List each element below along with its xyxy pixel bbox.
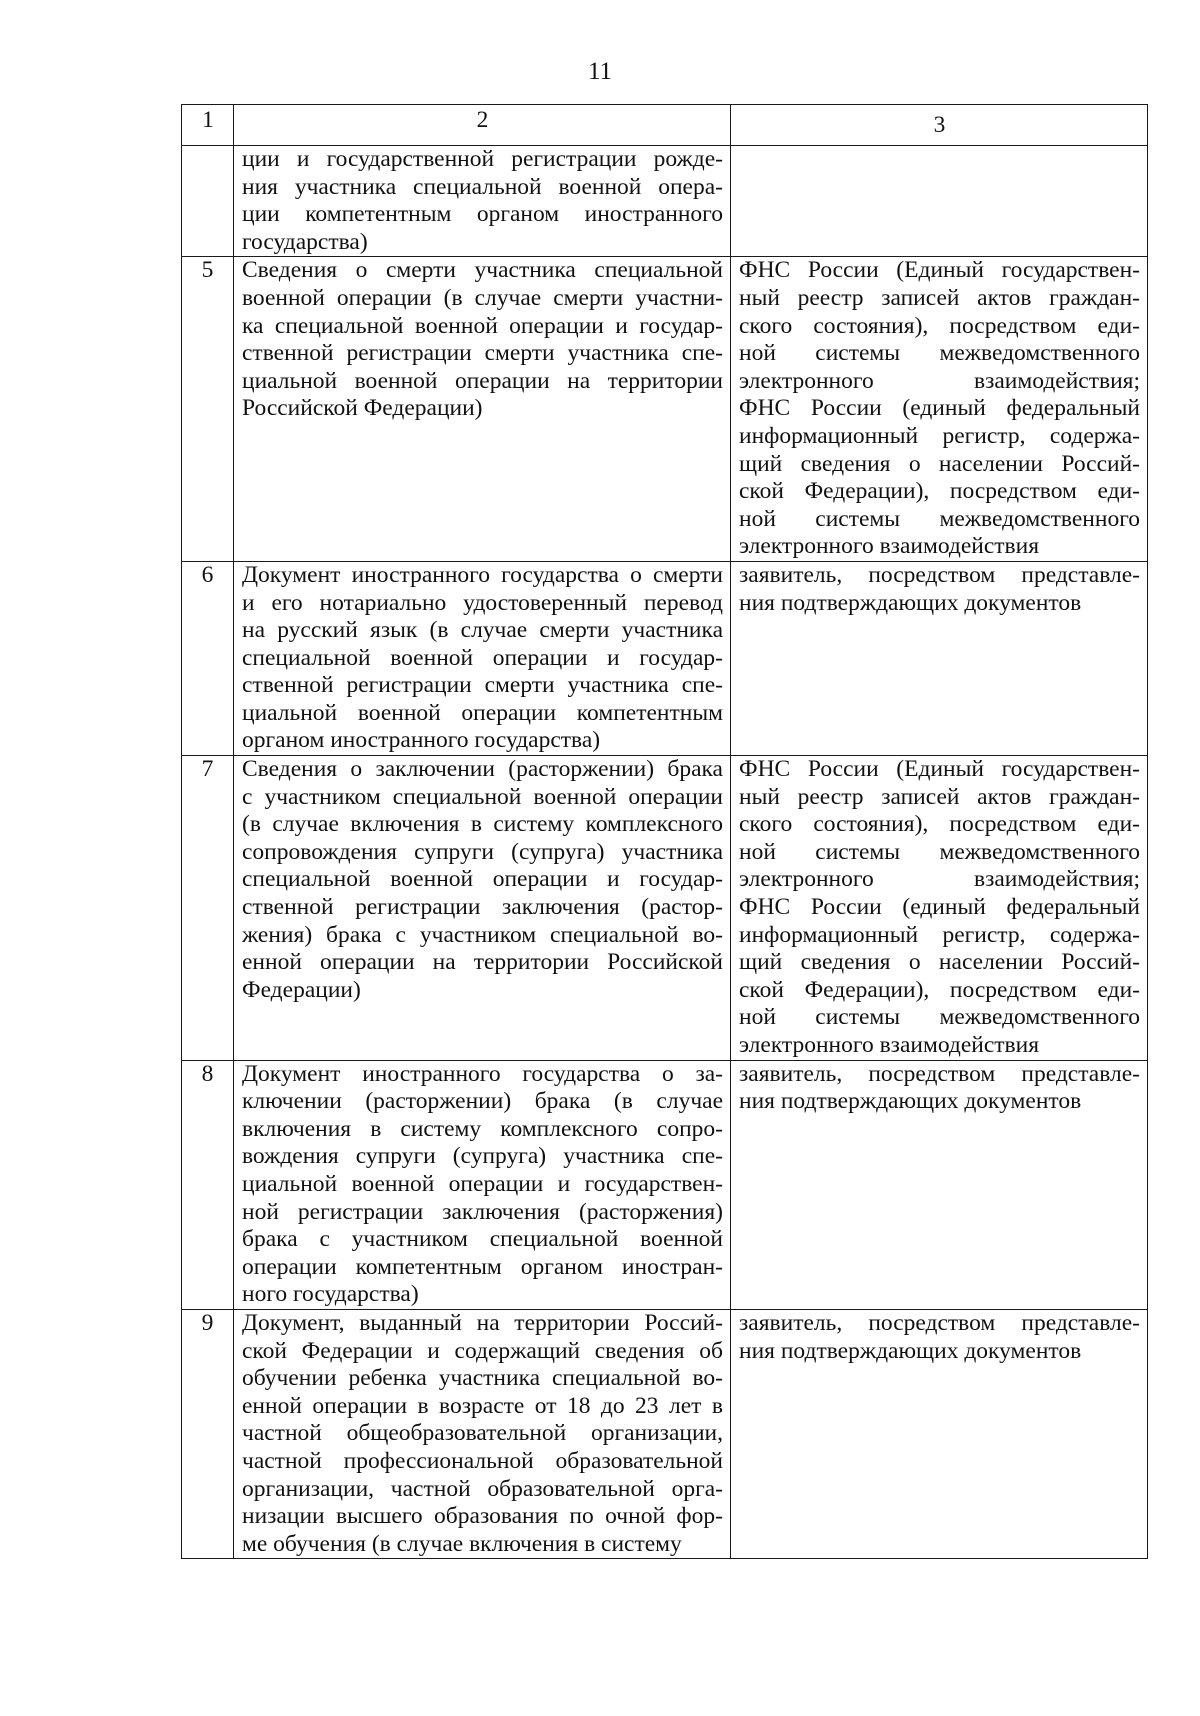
text-line: информационный регистр, содержа-	[739, 921, 1140, 948]
text-line: с участником специальной военной операции	[242, 783, 723, 810]
text-line: организации, частной образовательной орга-	[242, 1475, 723, 1502]
text-line: электронного взаимодействия	[739, 1032, 1040, 1058]
row-number: 5	[182, 257, 234, 562]
text-line: Документ иностранного государства о смерти	[242, 561, 723, 588]
text-line: сопровождения супруги (супруга) участника	[242, 838, 723, 865]
text-line: и его нотариально удостоверенный перевод	[242, 589, 723, 616]
text-line: заявитель, посредством представле-	[739, 561, 1140, 588]
text-line: ской Федерации), посредством еди-	[739, 478, 1140, 505]
text-line: ственной регистрации смерти участника спе-	[242, 340, 723, 367]
text-line: щий сведения о населении Россий-	[739, 450, 1140, 477]
text-line: ной системы межведомственного	[739, 1004, 1140, 1031]
text-line: ния участника специальной военной опера-	[242, 173, 723, 200]
table-row	[182, 257, 1148, 562]
text-line: обучении ребенка участника специальной во-	[242, 1365, 723, 1392]
text-line: военной операции (в случае смерти участни-	[242, 284, 723, 311]
text-line: ной системы межведомственного	[739, 340, 1140, 367]
source-cell	[731, 257, 1148, 562]
text-line: ключении (расторжении) брака (в случае	[242, 1088, 723, 1115]
table-row	[182, 1309, 1148, 1558]
row-number: 9	[182, 1309, 234, 1558]
text-line: ФНС России (единый федеральный	[739, 894, 1140, 921]
text-line: включения в систему комплексного сопро-	[242, 1115, 723, 1142]
page-number: 11	[587, 58, 613, 85]
text-line: ной системы межведомственного	[739, 838, 1140, 865]
text-line: специальной военной операции и государ-	[242, 866, 723, 893]
text-line: ной системы межведомственного	[739, 505, 1140, 532]
text-line: ного государства)	[242, 1281, 419, 1308]
text-line: енной операции на территории Российской	[242, 949, 723, 976]
source-cell	[731, 561, 1148, 755]
text-line: циальной военной операции на территории	[242, 367, 723, 394]
text-line: ции компетентным органом иностранного	[242, 201, 723, 228]
requirements-table	[181, 104, 1148, 1559]
document-description-cell	[234, 1060, 731, 1309]
text-line: енной операции в возрасте от 18 до 23 лет в	[242, 1392, 723, 1419]
text-line: ской Федерации), посредством еди-	[739, 976, 1140, 1003]
text-line: заявитель, посредством представле-	[739, 1060, 1140, 1087]
text-line: ния подтверждающих документов	[739, 1337, 1082, 1364]
text-line: брака с участником специальной военной	[242, 1226, 723, 1253]
column-header-2: 2	[234, 105, 731, 146]
text-line: ственной регистрации смерти участника спе-	[242, 672, 723, 699]
table-header-row	[182, 105, 1148, 146]
text-line: (в случае включения в систему комплексного	[242, 811, 723, 838]
text-line: электронного взаимодействия	[739, 533, 1040, 560]
text-line: органом иностранного государства)	[242, 727, 601, 754]
column-header-3: 3	[731, 105, 1148, 146]
text-line: Документ, выданный на территории Россий-	[242, 1309, 723, 1336]
document-description-cell	[234, 257, 731, 562]
text-line: Документ иностранного государства о за-	[242, 1060, 723, 1087]
text-line: электронного взаимодействия;	[739, 866, 1140, 893]
table-row	[182, 146, 1148, 257]
table-row	[182, 561, 1148, 755]
row-number: 8	[182, 1060, 234, 1309]
source-cell	[731, 756, 1148, 1061]
text-line: ка специальной военной операции и государ-	[242, 312, 723, 339]
text-line: Федерации)	[242, 976, 361, 1003]
table-row	[182, 756, 1148, 1061]
text-line: заявитель, посредством представле-	[739, 1309, 1140, 1336]
text-line: государства)	[242, 228, 368, 255]
text-line: ского состояния), посредством еди-	[739, 811, 1140, 838]
text-line: специальной военной операции и государ-	[242, 644, 723, 671]
text-line: ской Федерации и содержащий сведения об	[242, 1337, 723, 1364]
text-line: информационный регистр, содержа-	[739, 422, 1140, 449]
text-line: низации высшего образования по очной фор-	[242, 1503, 723, 1530]
text-line: Сведения о смерти участника специальной	[242, 257, 723, 284]
text-line: электронного взаимодействия;	[739, 367, 1140, 394]
text-line: ной регистрации заключения (расторжения)	[242, 1198, 723, 1225]
text-line: ции и государственной регистрации рожде-	[242, 146, 723, 172]
document-description-cell	[234, 561, 731, 755]
table-row	[182, 1060, 1148, 1309]
text-line: щий сведения о населении Россий-	[739, 949, 1140, 976]
text-line: частной профессиональной образовательной	[242, 1447, 723, 1474]
text-line: ского состояния), посредством еди-	[739, 312, 1140, 339]
column-header-1: 1	[182, 105, 234, 146]
text-line: ния подтверждающих документов	[739, 589, 1082, 616]
text-line: ный реестр записей актов граждан-	[739, 783, 1140, 810]
text-line: Сведения о заключении (расторжении) брака	[242, 756, 723, 783]
text-line: ме обучения (в случае включения в систему	[242, 1530, 682, 1557]
text-line: жения) брака с участником специальной во-	[242, 921, 723, 948]
text-line: ственной регистрации заключения (растор-	[242, 894, 723, 921]
source-cell	[731, 1309, 1148, 1558]
document-description-cell	[234, 756, 731, 1061]
row-number: 7	[182, 756, 234, 1061]
text-line: вождения супруги (супруга) участника спе-	[242, 1143, 723, 1170]
text-line: ФНС России (Единый государствен-	[739, 756, 1140, 783]
text-line: ФНС России (Единый государствен-	[739, 257, 1140, 284]
row-number	[182, 146, 234, 257]
text-line: Российской Федерации)	[242, 395, 483, 422]
text-line: частной общеобразовательной организации,	[242, 1420, 723, 1447]
text-line: ный реестр записей актов граждан-	[739, 284, 1140, 311]
text-line: операции компетентным органом иностран-	[242, 1253, 723, 1280]
text-line: циальной военной операции и государствен-	[242, 1170, 723, 1197]
document-description-cell	[234, 1309, 731, 1558]
source-cell	[731, 1060, 1148, 1309]
text-line: на русский язык (в случае смерти участника	[242, 617, 723, 644]
text-line: ФНС России (единый федеральный	[739, 395, 1140, 422]
row-number: 6	[182, 561, 234, 755]
source-cell	[731, 146, 1148, 257]
document-description-cell	[234, 146, 731, 257]
text-line: ния подтверждающих документов	[739, 1088, 1082, 1115]
text-line: циальной военной операции компетентным	[242, 699, 723, 726]
